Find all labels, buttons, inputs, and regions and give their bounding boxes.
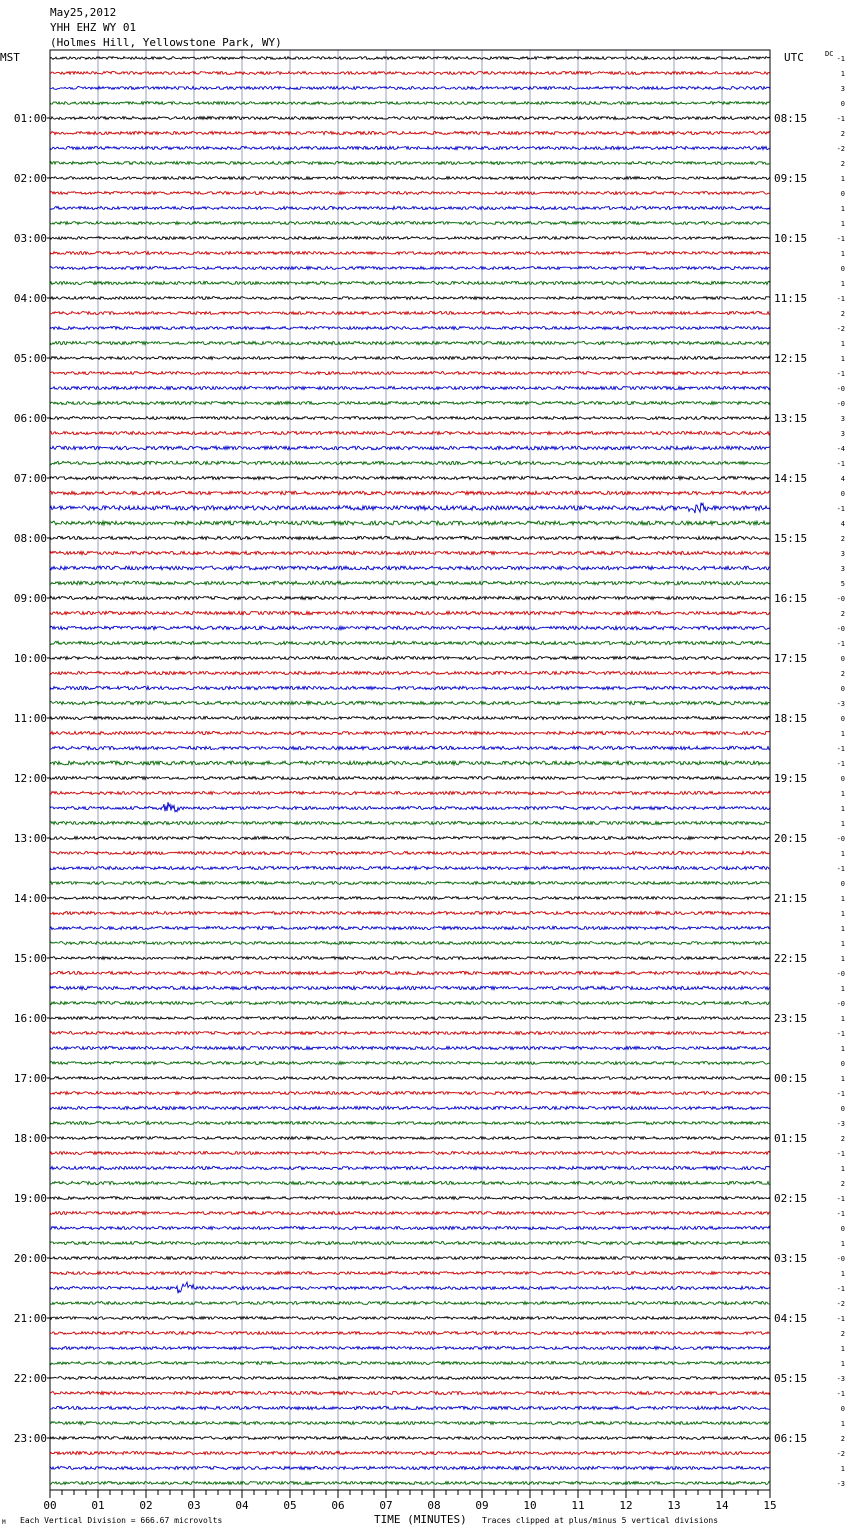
- dc-offset-label: 1: [840, 1240, 845, 1248]
- left-time-label: 03:00: [13, 232, 47, 245]
- trace-24: [50, 417, 770, 420]
- trace-26: [50, 446, 770, 450]
- trace-95: [50, 1482, 770, 1485]
- dc-offset-label: 1: [840, 355, 845, 363]
- x-tick-label: 01: [91, 1499, 105, 1512]
- dc-offset-label: -3: [836, 700, 845, 708]
- trace-41: [50, 671, 770, 674]
- dc-offset-label: 2: [840, 310, 845, 318]
- dc-offset-label: 4: [840, 520, 845, 528]
- dc-offset-label: -3: [836, 1375, 845, 1383]
- dc-offset-label: 0: [840, 655, 845, 663]
- trace-69: [50, 1092, 770, 1095]
- trace-34: [50, 566, 770, 570]
- right-time-label: 06:15: [774, 1432, 808, 1445]
- corner-mark: M: [2, 1519, 6, 1526]
- left-time-label: 19:00: [13, 1192, 47, 1205]
- trace-63: [50, 1001, 770, 1004]
- trace-21: [50, 372, 770, 375]
- dc-offset-label: 1: [840, 1015, 845, 1023]
- trace-19: [50, 341, 770, 344]
- dc-label: DC: [825, 50, 834, 58]
- trace-89: [50, 1391, 770, 1394]
- right-time-label: 10:15: [774, 232, 808, 245]
- dc-offset-label: -1: [836, 1315, 845, 1323]
- dc-offset-label: 1: [840, 850, 845, 858]
- dc-offset-label: 2: [840, 670, 845, 678]
- trace-85: [50, 1332, 770, 1335]
- right-time-label: 22:15: [774, 952, 808, 965]
- dc-offset-label: -1: [836, 760, 845, 768]
- left-timezone-label: MST: [0, 51, 20, 64]
- dc-offset-label: 1: [840, 340, 845, 348]
- trace-60: [50, 957, 770, 960]
- right-time-label: 00:15: [774, 1072, 808, 1085]
- trace-3: [50, 102, 770, 105]
- right-time-label: 01:15: [774, 1132, 808, 1145]
- x-tick-label: 05: [283, 1499, 297, 1512]
- trace-23: [50, 401, 770, 404]
- trace-39: [50, 641, 770, 644]
- dc-offset-label: 1: [840, 730, 845, 738]
- dc-offset-label: 0: [840, 1405, 845, 1413]
- trace-80: [50, 1257, 770, 1260]
- dc-offset-label: -0: [836, 970, 845, 978]
- right-time-label: 23:15: [774, 1012, 808, 1025]
- trace-93: [50, 1451, 770, 1454]
- trace-79: [50, 1241, 770, 1244]
- dc-offset-label: 1: [840, 1270, 845, 1278]
- left-time-label: 21:00: [13, 1312, 47, 1325]
- x-tick-label: 03: [187, 1499, 201, 1512]
- trace-40: [50, 657, 770, 660]
- trace-65: [50, 1032, 770, 1035]
- left-time-label: 12:00: [13, 772, 47, 785]
- dc-offset-label: 1: [840, 1420, 845, 1428]
- trace-20: [50, 357, 770, 360]
- right-time-label: 04:15: [774, 1312, 808, 1325]
- left-time-label: 22:00: [13, 1372, 47, 1385]
- x-axis-title: TIME (MINUTES): [374, 1513, 467, 1526]
- dc-offset-label: 1: [840, 940, 845, 948]
- dc-offset-label: 3: [840, 550, 845, 558]
- left-time-label: 09:00: [13, 592, 47, 605]
- header-station: YHH EHZ WY 01: [50, 21, 137, 34]
- trace-51: [50, 821, 770, 824]
- dc-offset-label: -2: [836, 1450, 845, 1458]
- trace-55: [50, 882, 770, 885]
- trace-75: [50, 1181, 770, 1184]
- dc-offset-label: 1: [840, 790, 845, 798]
- dc-offset-label: -1: [836, 295, 845, 303]
- x-tick-label: 09: [475, 1499, 489, 1512]
- trace-54: [50, 866, 770, 869]
- dc-offset-label: -1: [836, 115, 845, 123]
- trace-1: [50, 72, 770, 75]
- dc-offset-label: 2: [840, 130, 845, 138]
- right-time-label: 09:15: [774, 172, 808, 185]
- trace-56: [50, 897, 770, 900]
- dc-offset-label: 1: [840, 925, 845, 933]
- x-tick-label: 11: [571, 1499, 585, 1512]
- dc-offset-label: -1: [836, 235, 845, 243]
- dc-offset-label: -3: [836, 1480, 845, 1488]
- x-tick-label: 10: [523, 1499, 537, 1512]
- trace-87: [50, 1362, 770, 1365]
- left-time-label: 02:00: [13, 172, 47, 185]
- dc-offset-label: 0: [840, 715, 845, 723]
- dc-offset-label: 1: [840, 250, 845, 258]
- left-time-label: 15:00: [13, 952, 47, 965]
- trace-22: [50, 386, 770, 389]
- trace-13: [50, 252, 770, 255]
- trace-64: [50, 1017, 770, 1020]
- trace-5: [50, 131, 770, 134]
- dc-offset-label: -4: [836, 445, 845, 453]
- right-time-label: 08:15: [774, 112, 808, 125]
- trace-62: [50, 986, 770, 989]
- dc-offset-label: -0: [836, 1255, 845, 1263]
- dc-offset-label: 2: [840, 160, 845, 168]
- dc-offset-label: 1: [840, 175, 845, 183]
- left-time-label: 16:00: [13, 1012, 47, 1025]
- dc-offset-label: 0: [840, 490, 845, 498]
- trace-36: [50, 596, 770, 599]
- trace-11: [50, 222, 770, 225]
- dc-offset-label: 1: [840, 1045, 845, 1053]
- dc-offset-label: -1: [836, 640, 845, 648]
- trace-25: [50, 431, 770, 434]
- left-time-label: 05:00: [13, 352, 47, 365]
- right-time-label: 03:15: [774, 1252, 808, 1265]
- clip-note: Traces clipped at plus/minus 5 vertical divisions: [482, 1516, 719, 1525]
- dc-offset-label: -1: [836, 745, 845, 753]
- trace-6: [50, 146, 770, 149]
- dc-offset-labels: [837, 55, 845, 1488]
- dc-offset-label: 1: [840, 70, 845, 78]
- right-time-label: 20:15: [774, 832, 808, 845]
- dc-offset-label: 0: [840, 1105, 845, 1113]
- dc-offset-label: 1: [840, 1345, 845, 1353]
- trace-78: [50, 1226, 770, 1229]
- dc-offset-label: 3: [840, 430, 845, 438]
- dc-offset-label: 0: [840, 1225, 845, 1233]
- dc-offset-label: -1: [836, 55, 845, 63]
- x-tick-label: 14: [715, 1499, 729, 1512]
- trace-9: [50, 192, 770, 195]
- dc-offset-label: 1: [840, 1075, 845, 1083]
- dc-offset-label: 1: [840, 220, 845, 228]
- dc-offset-label: -1: [836, 460, 845, 468]
- seismic-traces: [50, 57, 770, 1485]
- x-tick-label: 06: [331, 1499, 345, 1512]
- x-tick-label: 00: [43, 1499, 57, 1512]
- dc-offset-label: 2: [840, 1135, 845, 1143]
- trace-4: [50, 117, 770, 120]
- trace-10: [50, 206, 770, 209]
- dc-offset-label: 1: [840, 1465, 845, 1473]
- left-time-label: 07:00: [13, 472, 47, 485]
- right-time-label: 14:15: [774, 472, 808, 485]
- x-tick-label: 12: [619, 1499, 633, 1512]
- left-time-label: 14:00: [13, 892, 47, 905]
- trace-82: [50, 1282, 770, 1293]
- right-time-label: 05:15: [774, 1372, 808, 1385]
- trace-84: [50, 1317, 770, 1320]
- trace-74: [50, 1166, 770, 1169]
- dc-offset-label: 1: [840, 955, 845, 963]
- right-time-labels: [774, 112, 807, 1445]
- dc-offset-label: 0: [840, 100, 845, 108]
- dc-offset-label: -2: [836, 145, 845, 153]
- trace-0: [50, 57, 770, 60]
- trace-43: [50, 701, 770, 704]
- right-time-label: 13:15: [774, 412, 808, 425]
- trace-30: [50, 503, 770, 513]
- dc-offset-label: 1: [840, 895, 845, 903]
- right-time-label: 18:15: [774, 712, 808, 725]
- dc-offset-label: 0: [840, 880, 845, 888]
- trace-33: [50, 551, 770, 554]
- dc-offset-label: 3: [840, 415, 845, 423]
- dc-offset-label: 0: [840, 685, 845, 693]
- x-axis: [43, 1490, 776, 1512]
- dc-offset-label: -0: [836, 835, 845, 843]
- trace-73: [50, 1152, 770, 1155]
- right-time-label: 17:15: [774, 652, 808, 665]
- dc-offset-label: 2: [840, 1180, 845, 1188]
- trace-2: [50, 87, 770, 90]
- dc-offset-label: -0: [836, 385, 845, 393]
- dc-offset-label: -2: [836, 1300, 845, 1308]
- dc-offset-label: -1: [836, 865, 845, 873]
- dc-offset-label: -0: [836, 400, 845, 408]
- trace-61: [50, 971, 770, 974]
- left-time-label: 13:00: [13, 832, 47, 845]
- right-time-label: 02:15: [774, 1192, 808, 1205]
- dc-offset-label: -0: [836, 625, 845, 633]
- dc-offset-label: 1: [840, 1360, 845, 1368]
- trace-86: [50, 1347, 770, 1350]
- right-time-label: 19:15: [774, 772, 808, 785]
- dc-offset-label: 1: [840, 1165, 845, 1173]
- trace-67: [50, 1062, 770, 1065]
- trace-15: [50, 281, 770, 284]
- header-location: (Holmes Hill, Yellowstone Park, WY): [50, 36, 282, 49]
- left-time-label: 18:00: [13, 1132, 47, 1145]
- trace-81: [50, 1272, 770, 1275]
- trace-28: [50, 476, 770, 479]
- dc-offset-label: -0: [836, 595, 845, 603]
- trace-52: [50, 837, 770, 840]
- trace-57: [50, 911, 770, 914]
- trace-91: [50, 1422, 770, 1425]
- dc-offset-label: -1: [836, 1090, 845, 1098]
- left-time-label: 04:00: [13, 292, 47, 305]
- dc-offset-label: -1: [836, 1150, 845, 1158]
- right-time-label: 21:15: [774, 892, 808, 905]
- dc-offset-label: -2: [836, 325, 845, 333]
- trace-77: [50, 1212, 770, 1215]
- trace-66: [50, 1046, 770, 1049]
- trace-27: [50, 461, 770, 464]
- trace-49: [50, 791, 770, 794]
- dc-offset-label: 3: [840, 565, 845, 573]
- left-time-label: 08:00: [13, 532, 47, 545]
- dc-offset-label: 4: [840, 475, 845, 483]
- left-time-label: 23:00: [13, 1432, 47, 1445]
- dc-offset-label: -1: [836, 1390, 845, 1398]
- dc-offset-label: 1: [840, 805, 845, 813]
- dc-offset-label: 2: [840, 535, 845, 543]
- x-tick-label: 08: [427, 1499, 441, 1512]
- left-time-label: 11:00: [13, 712, 47, 725]
- trace-12: [50, 237, 770, 240]
- trace-44: [50, 717, 770, 720]
- dc-offset-label: 2: [840, 610, 845, 618]
- trace-90: [50, 1406, 770, 1409]
- header-date: May25,2012: [50, 6, 117, 19]
- trace-8: [50, 177, 770, 180]
- left-time-label: 01:00: [13, 112, 47, 125]
- trace-16: [50, 297, 770, 300]
- dc-offset-label: 1: [840, 820, 845, 828]
- trace-32: [50, 536, 770, 539]
- trace-18: [50, 327, 770, 330]
- vertical-division-note: Each Vertical Division = 666.67 microvolts: [20, 1516, 223, 1525]
- trace-14: [50, 267, 770, 270]
- left-time-labels: [14, 112, 50, 1445]
- dc-offset-label: 2: [840, 1330, 845, 1338]
- dc-offset-label: 1: [840, 205, 845, 213]
- right-time-label: 16:15: [774, 592, 808, 605]
- dc-offset-label: -1: [836, 370, 845, 378]
- dc-offset-label: 1: [840, 910, 845, 918]
- left-time-label: 06:00: [13, 412, 47, 425]
- trace-59: [50, 942, 770, 945]
- x-tick-label: 13: [667, 1499, 681, 1512]
- dc-offset-label: 2: [840, 1435, 845, 1443]
- trace-94: [50, 1466, 770, 1469]
- trace-83: [50, 1302, 770, 1305]
- dc-offset-label: 0: [840, 265, 845, 273]
- dc-offset-label: 0: [840, 775, 845, 783]
- trace-45: [50, 731, 770, 734]
- trace-58: [50, 926, 770, 929]
- left-time-label: 10:00: [13, 652, 47, 665]
- dc-offset-label: -0: [836, 1000, 845, 1008]
- dc-offset-label: -1: [836, 1195, 845, 1203]
- dc-offset-label: -3: [836, 1120, 845, 1128]
- trace-35: [50, 581, 770, 585]
- trace-17: [50, 312, 770, 315]
- left-time-label: 20:00: [13, 1252, 47, 1265]
- trace-68: [50, 1077, 770, 1080]
- dc-offset-label: 3: [840, 85, 845, 93]
- trace-47: [50, 761, 770, 765]
- trace-53: [50, 851, 770, 854]
- right-time-label: 15:15: [774, 532, 808, 545]
- dc-offset-label: -1: [836, 1210, 845, 1218]
- trace-46: [50, 746, 770, 749]
- dc-offset-label: -1: [836, 505, 845, 513]
- trace-72: [50, 1137, 770, 1140]
- trace-92: [50, 1437, 770, 1440]
- x-tick-label: 07: [379, 1499, 393, 1512]
- right-time-label: 12:15: [774, 352, 808, 365]
- left-time-label: 17:00: [13, 1072, 47, 1085]
- trace-50: [50, 802, 770, 812]
- trace-71: [50, 1122, 770, 1125]
- trace-88: [50, 1377, 770, 1380]
- dc-offset-label: -1: [836, 1030, 845, 1038]
- trace-37: [50, 611, 770, 614]
- dc-offset-label: 0: [840, 190, 845, 198]
- trace-29: [50, 491, 770, 495]
- trace-38: [50, 626, 770, 630]
- dc-offset-label: 1: [840, 280, 845, 288]
- trace-48: [50, 777, 770, 780]
- trace-76: [50, 1197, 770, 1200]
- trace-31: [50, 521, 770, 525]
- right-timezone-label: UTC: [784, 51, 804, 64]
- right-time-label: 11:15: [774, 292, 808, 305]
- dc-offset-label: 0: [840, 1060, 845, 1068]
- trace-7: [50, 162, 770, 165]
- x-tick-label: 15: [763, 1499, 777, 1512]
- x-tick-label: 04: [235, 1499, 249, 1512]
- dc-offset-label: -1: [836, 1285, 845, 1293]
- trace-70: [50, 1106, 770, 1109]
- dc-offset-label: 1: [840, 985, 845, 993]
- trace-42: [50, 686, 770, 689]
- plot-frame: [50, 50, 770, 1490]
- dc-offset-label: 5: [840, 580, 845, 588]
- x-tick-label: 02: [139, 1499, 153, 1512]
